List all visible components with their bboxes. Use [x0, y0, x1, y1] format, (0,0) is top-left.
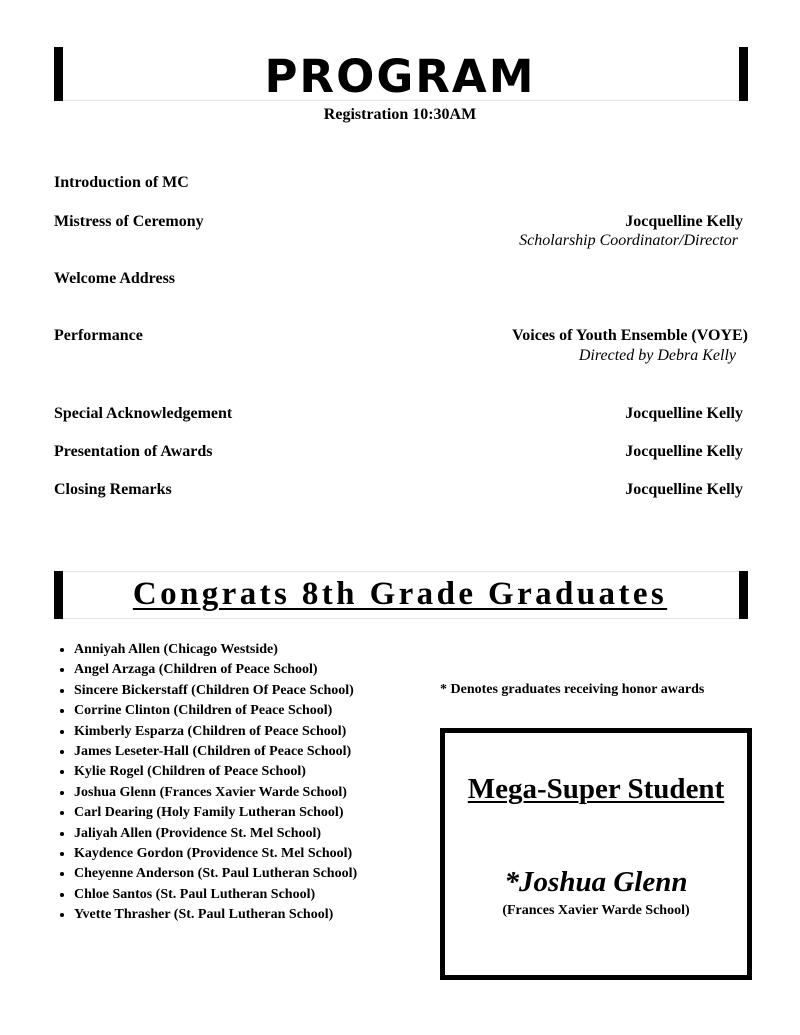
award-student-school: (Frances Xavier Warde School)	[502, 903, 690, 918]
program-item-label: Performance	[54, 327, 143, 344]
award-box	[440, 728, 752, 980]
list-item: • Kimberly Esparza (Children of Peace School)	[74, 722, 357, 742]
program-item-presenter: Jocquelline Kelly	[625, 405, 743, 422]
list-item: • Carl Dearing (Holy Family Lutheran School)	[74, 803, 357, 823]
program-item-label: Presentation of Awards	[54, 443, 213, 460]
program-item-label: Introduction of MC	[54, 174, 189, 191]
program-item-subtitle: Scholarship Coordinator/Director	[519, 232, 738, 249]
list-item: • Corrine Clinton (Children of Peace School)	[74, 701, 357, 721]
list-item: • Kylie Rogel (Children of Peace School)	[74, 762, 357, 782]
page-title: PROGRAM	[264, 50, 536, 103]
list-item: • Yvette Thrasher (St. Paul Lutheran School)	[74, 905, 357, 925]
graduates-heading	[0, 574, 800, 614]
award-student-name: *Joshua Glenn	[504, 866, 688, 898]
list-item: • James Leseter-Hall (Children of Peace School)	[74, 742, 357, 762]
program-item-label: Mistress of Ceremony	[54, 213, 204, 230]
section-top-line	[63, 571, 739, 572]
program-item-label: Welcome Address	[54, 270, 176, 287]
list-item: • Kaydence Gordon (Providence St. Mel School)	[74, 844, 357, 864]
list-item: • Sincere Bickerstaff (Children Of Peace School)	[74, 681, 357, 701]
graduates-list	[38, 640, 357, 926]
registration-time: Registration 10:30AM	[323, 106, 477, 123]
list-item: • Angel Arzaga (Children of Peace School)	[74, 660, 357, 680]
list-item: • Cheyenne Anderson (St. Paul Lutheran School)	[74, 864, 357, 884]
graduates-heading-text: Congrats 8th Grade Graduates	[132, 576, 668, 612]
program-item-presenter: Jocquelline Kelly	[625, 443, 743, 460]
list-item: • Joshua Glenn (Frances Xavier Warde School)	[74, 783, 357, 803]
program-item-label: Special Acknowledgement	[54, 405, 233, 422]
list-item: • Chloe Santos (St. Paul Lutheran School)	[74, 885, 357, 905]
list-item: • Anniyah Allen (Chicago Westside)	[74, 640, 357, 660]
award-heading: Mega-Super Student	[467, 773, 725, 805]
program-item-presenter: Jocquelline Kelly	[625, 481, 743, 498]
program-item-presenter: Voices of Youth Ensemble (VOYE)	[512, 327, 748, 344]
honor-note: * Denotes graduates receiving honor awards	[440, 682, 705, 697]
program-item-subtitle: Directed by Debra Kelly	[578, 347, 736, 364]
section-bottom-line	[63, 618, 739, 619]
program-item-label: Closing Remarks	[54, 481, 172, 498]
list-item: • Jaliyah Allen (Providence St. Mel School)	[74, 824, 357, 844]
program-item-presenter: Jocquelline Kelly	[625, 213, 743, 230]
